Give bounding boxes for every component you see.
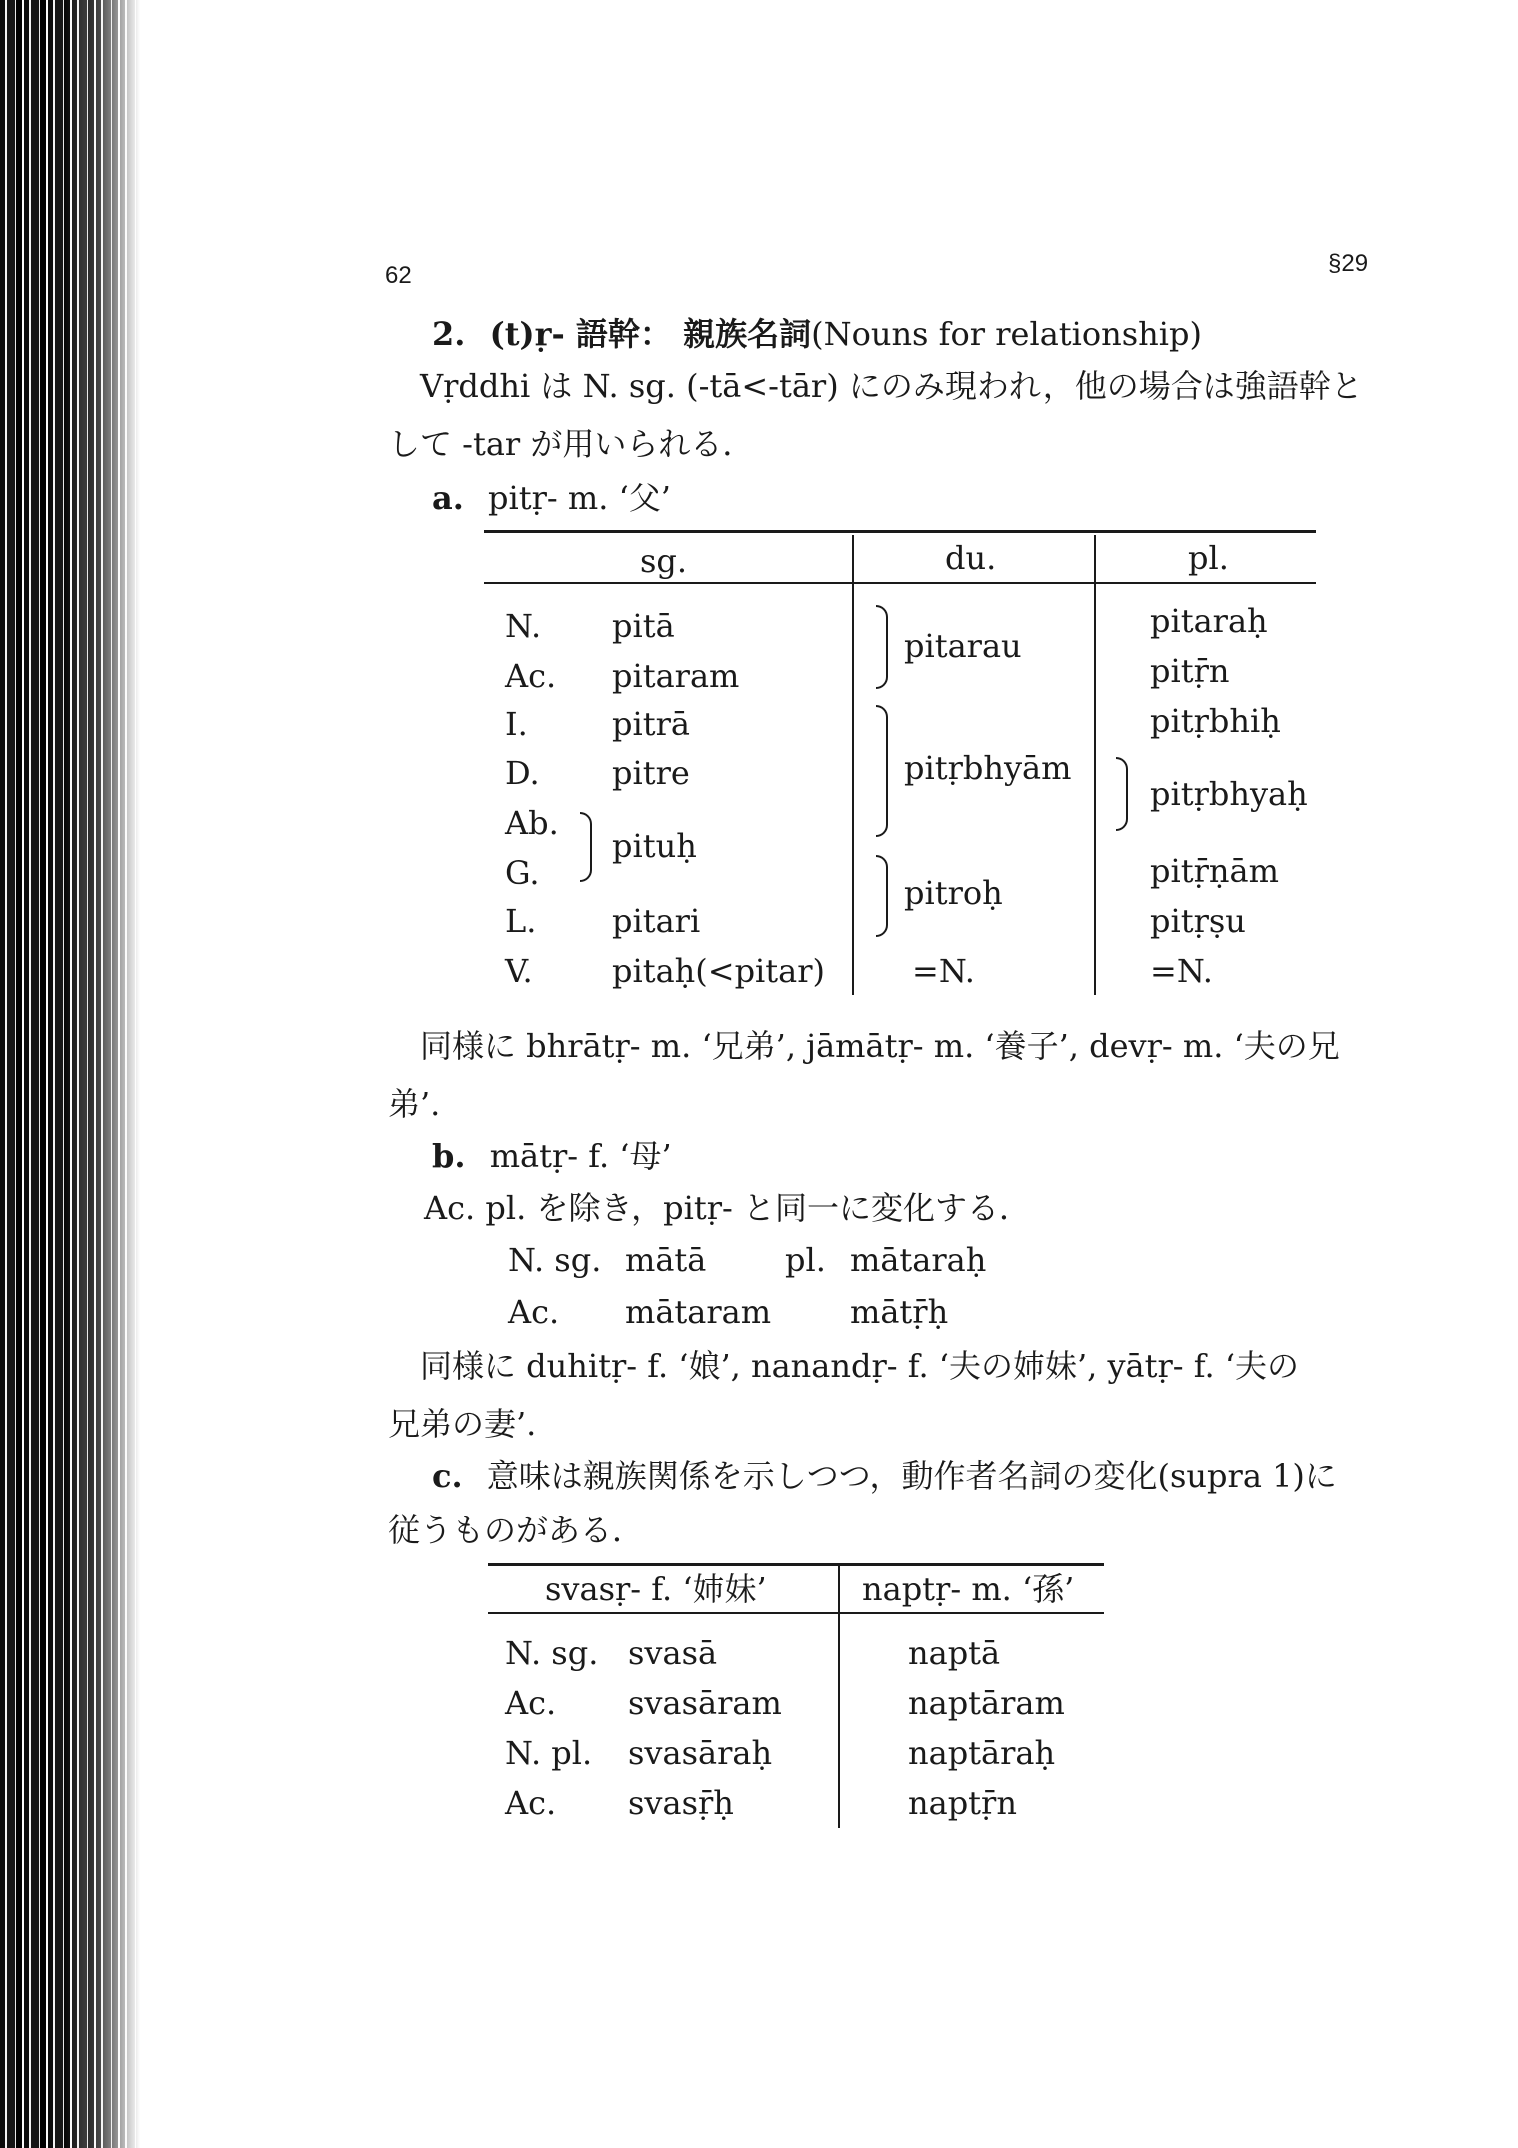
table-c-header-rule: [488, 1612, 1104, 1614]
page-number: 62: [385, 262, 412, 289]
naptr-form: naptṝn: [908, 1784, 1017, 1822]
brace-du-1: [876, 605, 888, 689]
c-case-label: Ac.: [505, 1784, 557, 1822]
pl-form: pitṝṇām: [1150, 852, 1279, 890]
intro-line-1: Vṛddhi は N. sg. (-tā<-tār) にのみ現われ，他の場合は強語幹と: [420, 367, 1363, 405]
subsection-b-desc: Ac. pl. を除き，pitṛ- と同一に変化する．: [424, 1189, 1032, 1227]
b-num-pl: pl.: [785, 1241, 826, 1279]
c-case-label: N. sg.: [505, 1634, 599, 1672]
b-pl-form-2: mātṝḥ: [850, 1293, 949, 1331]
brace-ab-g: [580, 812, 592, 882]
sg-form: pitaḥ(<pitar): [612, 952, 825, 990]
brace-du-2: [876, 705, 888, 837]
spine-fade: [60, 0, 140, 2148]
case-label: Ac.: [505, 657, 557, 695]
svasr-form: svasṝḥ: [628, 1784, 734, 1822]
du-form: pitroḥ: [904, 874, 1003, 912]
b-case-1: N. sg.: [508, 1241, 602, 1279]
note-a-line-2: 弟’.: [388, 1085, 441, 1123]
subsection-c-line-1: [432, 1457, 1337, 1495]
section-heading: [432, 315, 1202, 353]
table-c-divider: [838, 1566, 840, 1828]
naptr-form: naptāraḥ: [908, 1734, 1056, 1772]
sg-form: pitre: [612, 754, 690, 792]
subsection-c-line-2: 従うものがある．: [388, 1511, 645, 1549]
case-label: D.: [505, 754, 540, 792]
table-a-divider-1: [852, 535, 854, 995]
svasr-form: svasā: [628, 1634, 718, 1672]
b-pl-form-1: mātaraḥ: [850, 1241, 987, 1279]
heading-title: (t)ṛ- 語幹： 親族名詞: [489, 315, 812, 353]
pl-form: =N.: [1150, 952, 1213, 990]
brace-pl: [1116, 757, 1128, 831]
note-b-line-2: 兄弟の妻’.: [388, 1405, 537, 1443]
subsection-b-label: b.: [432, 1137, 466, 1175]
section-number: §29: [1328, 250, 1369, 277]
table-a-divider-2: [1094, 535, 1096, 995]
svasr-form: svasāram: [628, 1684, 782, 1722]
table-c-top-rule: [488, 1563, 1104, 1566]
note-b-line-1: 同様に duhitṛ- f. ‘娘’, nanandṛ- f. ‘夫の姉妹’, yātṛ- f. ‘夫の: [420, 1347, 1299, 1385]
subsection-a-label: a.: [432, 479, 464, 517]
sg-form: pitari: [612, 902, 701, 940]
table-c-header-svasr: svasṛ- f. ‘姉妹’: [545, 1570, 767, 1608]
case-label: G.: [505, 854, 540, 892]
intro-line-2: して -tar が用いられる．: [388, 425, 755, 463]
b-case-2: Ac.: [508, 1293, 560, 1331]
case-label: N.: [505, 607, 542, 645]
subsection-b-title: mātṛ- f. ‘母’: [489, 1137, 672, 1175]
brace-du-3: [876, 855, 888, 937]
sg-form: pitrā: [612, 705, 690, 743]
pl-form: pitṛbhiḥ: [1150, 702, 1281, 740]
subsection-c-label: c.: [432, 1457, 463, 1495]
case-label: V.: [505, 952, 533, 990]
heading-number: 2.: [432, 315, 466, 353]
b-form-1: mātā: [625, 1241, 707, 1279]
pl-form: pitṛbhyaḥ: [1150, 775, 1308, 813]
note-a-line-1: 同様に bhrātṛ- m. ‘兄弟’, jāmātṛ- m. ‘養子’, devṛ- m. ‘夫の兄: [420, 1027, 1340, 1065]
du-form: =N.: [912, 952, 975, 990]
pl-form: pitaraḥ: [1150, 602, 1268, 640]
case-label: L.: [505, 902, 537, 940]
c-case-label: Ac.: [505, 1684, 557, 1722]
pl-form: pitṛṣu: [1150, 902, 1246, 940]
table-a-header-sg: sg.: [640, 542, 688, 580]
b-form-2: mātaram: [625, 1293, 772, 1331]
naptr-form: naptā: [908, 1634, 1001, 1672]
heading-subtitle: (Nouns for relationship): [811, 315, 1202, 353]
table-a-header-rule: [484, 582, 1316, 584]
table-a-header-pl: pl.: [1188, 539, 1229, 577]
sg-form: pitā: [612, 607, 675, 645]
subsection-a-heading: [432, 479, 671, 517]
du-form: pitṛbhyām: [904, 749, 1072, 787]
du-form: pitarau: [904, 627, 1022, 665]
subsection-a-title: pitṛ- m. ‘父’: [488, 479, 671, 517]
table-a-top-rule: [484, 530, 1316, 533]
subsection-b-heading: [432, 1137, 672, 1175]
sg-form: pituḥ: [612, 827, 697, 865]
sg-form: pitaram: [612, 657, 740, 695]
c-case-label: N. pl.: [505, 1734, 593, 1772]
case-label: Ab.: [505, 804, 559, 842]
table-a-header-du: du.: [945, 539, 997, 577]
naptr-form: naptāram: [908, 1684, 1065, 1722]
table-c-header-naptr: naptṛ- m. ‘孫’: [862, 1570, 1075, 1608]
case-label: I.: [505, 705, 528, 743]
pl-form: pitṝn: [1150, 652, 1230, 690]
svasr-form: svasāraḥ: [628, 1734, 773, 1772]
subsection-c-text: 意味は親族関係を示しつつ，動作者名詞の変化(supra 1)に: [486, 1457, 1337, 1495]
